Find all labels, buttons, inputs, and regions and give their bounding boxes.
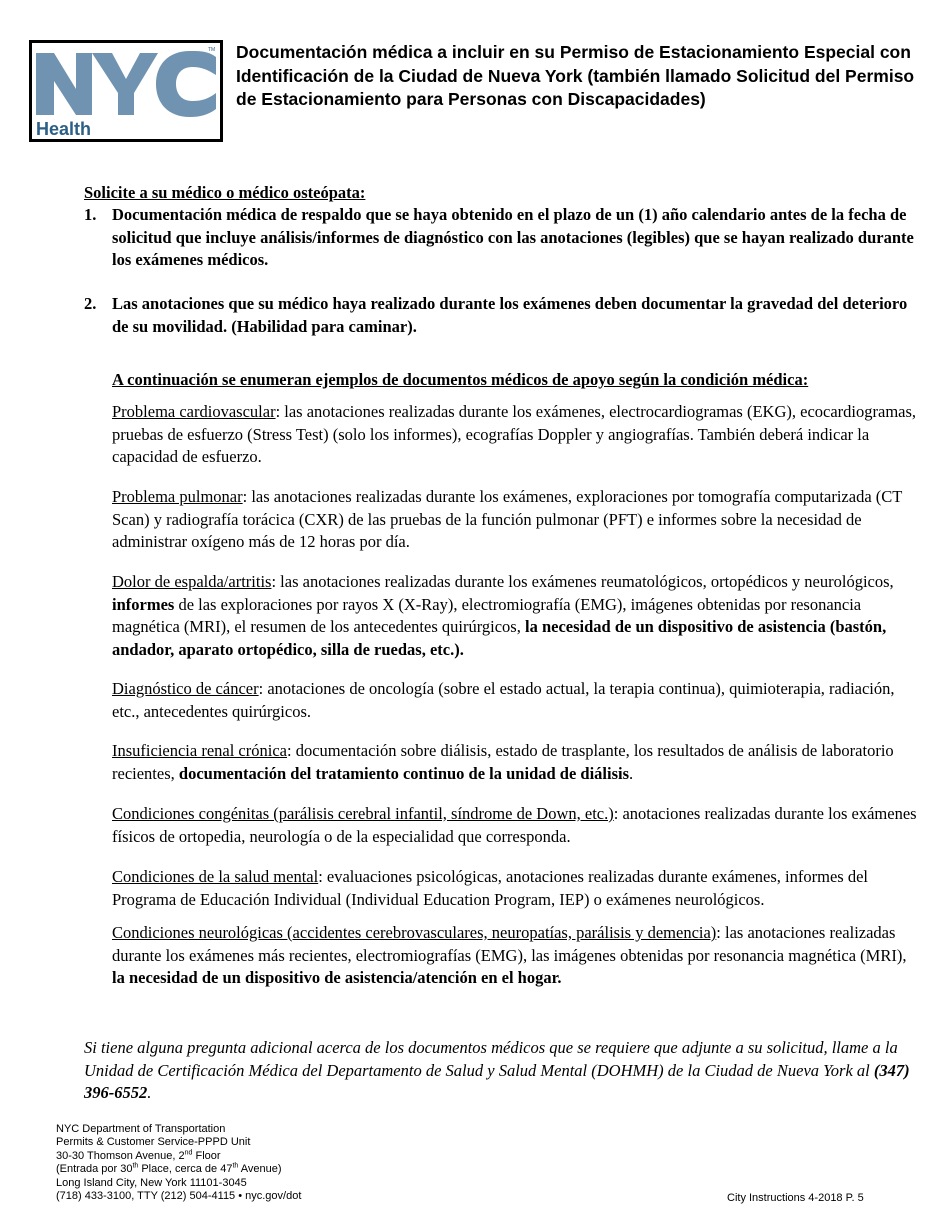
condition-text: : las anotaciones realizadas durante los exámenes, electrocardiogramas (EKG), ecocardiogramas, pruebas de esfuerzo (Stress Test) (solo los informes), ecografías Doppler y angiografías. También deberá indicar la capacidad de esfuerzo. (112, 402, 917, 466)
condition-bold-text: la necesidad de un dispositivo de asistencia/atención en el hogar. (112, 968, 562, 987)
condition-name: Insuficiencia renal crónica (112, 741, 287, 760)
examples-heading: A continuación se enumeran ejemplos de documentos médicos de apoyo según la condición médica: (112, 370, 809, 389)
list-item (84, 204, 924, 272)
condition-text: de las exploraciones por rayos X (X-Ray), electromiografía (EMG), imágenes obtenidas por resonancia magnética (MRI), el resumen de los antecedentes quirúrgicos, (112, 594, 862, 636)
condition-name: Diagnóstico de cáncer (112, 679, 259, 698)
footer-address (56, 1123, 301, 1203)
item-text: Documentación médica de respaldo que se haya obtenido en el plazo de un (1) año calendario antes de la fecha de solicitud que incluye análisis/informes de diagnóstico con las anotaciones (legibles) que se hayan realizado durante los exámenes médicos. (112, 205, 914, 269)
footer-line: (718) 433-3100, TTY (212) 504-4115 • nyc.gov/dot (56, 1190, 302, 1203)
condition-text: : las anotaciones realizadas durante los exámenes reumatológicos, ortopédicos y neurológicos, (271, 572, 894, 591)
logo-label: Health (36, 119, 92, 139)
condition-cancer (112, 678, 922, 723)
item-text: Las anotaciones que su médico haya realizado durante los exámenes deben documentar la gravedad del deterioro de su movilidad. (Habilidad para caminar). (112, 294, 908, 336)
footer-line: Long Island City, New York 11101-3045 (56, 1176, 247, 1189)
condition-text: : las anotaciones realizadas durante los exámenes más recientes, electromiografías (EMG), las imágenes obtenidas por resonancia magnética (MRI), (112, 923, 907, 965)
footer-line: 30-30 Thomson Avenue, 2nd Floor (56, 1149, 221, 1162)
condition-name: Condiciones congénitas (parálisis cerebral infantil, síndrome de Down, etc.) (112, 804, 614, 823)
intro-heading: Solicite a su médico o médico osteópata: (84, 183, 366, 202)
closing-end: . (147, 1083, 152, 1102)
closing-text: Si tiene alguna pregunta adicional acerca de los documentos médicos que se requiere que adjunte a su solicitud, llame a la Unidad de Certificación Médica del Departamento de Salud y Salud Mental (DOHMH) de la Ciudad de Nueva York al (84, 1038, 898, 1080)
item-number: 1. (84, 205, 97, 224)
condition-name: Problema pulmonar (112, 487, 243, 506)
page-reference: City Instructions 4-2018 P. 5 (727, 1192, 864, 1204)
condition-name: Problema cardiovascular (112, 402, 276, 421)
condition-name: Dolor de espalda/artritis (112, 572, 272, 591)
list-item (84, 293, 924, 338)
condition-bold-text: informes (112, 594, 175, 614)
condition-bold-text: la necesidad de un dispositivo de asistencia (bastón, andador, aparato ortopédico, silla de ruedas, etc.). (112, 617, 887, 659)
closing-phone: (347) 396-6552 (84, 1060, 910, 1102)
condition-back-pain (112, 571, 922, 661)
condition-name: Condiciones de la salud mental (112, 867, 319, 886)
condition-congenital (112, 803, 922, 848)
condition-cardiovascular (112, 401, 922, 469)
condition-neurological (112, 922, 922, 990)
item-number: 2. (84, 294, 97, 313)
condition-text-end: . (629, 763, 634, 783)
condition-mental-health (112, 866, 922, 911)
condition-text: : anotaciones realizadas durante los exámenes físicos de ortopedia, neurología o de la especialidad que corresponda. (112, 804, 917, 846)
footer-line: NYC Department of Transportation (56, 1123, 226, 1135)
condition-renal (112, 740, 922, 785)
footer-line: (Entrada por 30th Place, cerca de 47th Avenue) (56, 1162, 282, 1176)
nyc-logo-graphic (32, 43, 220, 139)
condition-bold-text: documentación del tratamiento continuo de la unidad de diálisis (178, 763, 630, 783)
condition-text: : documentación sobre diálisis, estado de trasplante, los resultados de análisis de laboratorio recientes, (112, 741, 894, 783)
nyc-health-logo (29, 40, 223, 142)
footer-line: Permits & Customer Service-PPPD Unit (56, 1136, 251, 1149)
condition-text: : las anotaciones realizadas durante los exámenes, exploraciones por tomografía computarizada (CT Scan) y radiografía torácica (CXR) de las pruebas de la función pulmonar (PFT) e informes sobre la necesidad de administrar oxígeno más de 12 horas por día. (112, 487, 903, 551)
condition-pulmonary (112, 486, 922, 554)
condition-text: : anotaciones de oncología (sobre el estado actual, la terapia continua), quimioterapia, radiación, etc., antecedentes quirúrgicos. (112, 679, 895, 721)
document-title: Documentación médica a incluir en su Permiso de Estacionamiento Especial con Identificación de la Ciudad de Nueva York (también llamado Solicitud del Permiso de Estacionamiento para Personas con Discapacidades) (236, 42, 915, 109)
condition-text: : evaluaciones psicológicas, anotaciones realizadas durante exámenes, informes del Programa de Educación Individual (Individual Education Program, IEP) o exámenes neurológicos. (112, 867, 868, 909)
condition-name: Condiciones neurológicas (accidentes cerebrovasculares, neuropatías, parálisis y demencia) (112, 923, 717, 942)
closing-note (84, 1037, 924, 1105)
logo-tm: TM (208, 47, 216, 53)
